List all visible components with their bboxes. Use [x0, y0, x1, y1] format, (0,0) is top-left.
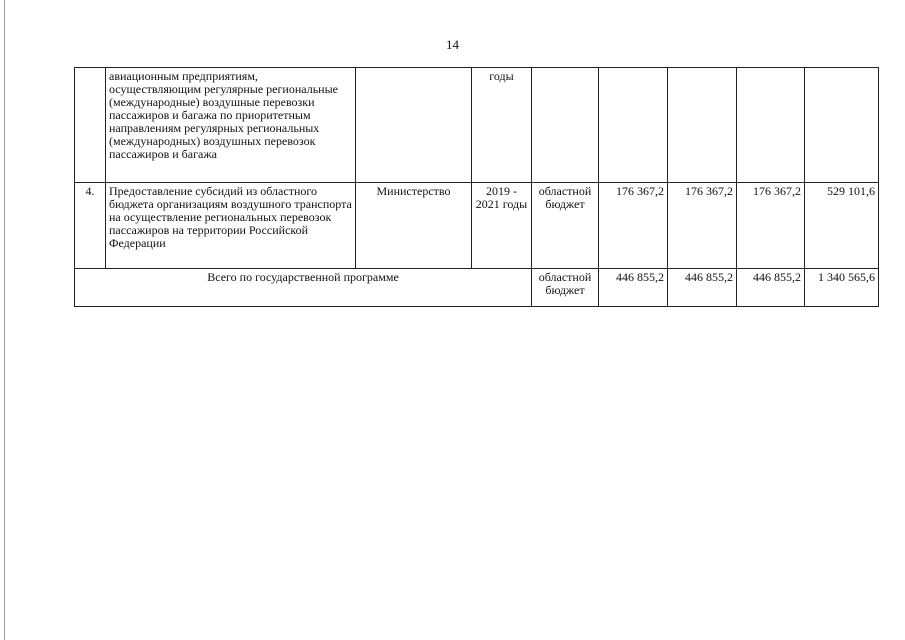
amount-year-2: 176 367,2 [668, 183, 737, 269]
total-amount-year-1: 446 855,2 [599, 269, 668, 307]
scan-edge-line [4, 0, 5, 640]
row-number: 4. [75, 183, 106, 269]
activity-description: авиационным предприятиям, осуществляющим регулярные региональные (международные) воздушные перевозки пассажиров и багажа по приоритетным направлениям регулярных региональных (международных) воздушных перевозок пассажиров и багажа [106, 68, 356, 183]
funding-source: областной бюджет [532, 183, 599, 269]
amount-year-3 [737, 68, 805, 183]
activity-description: Предоставление субсидий из областного бюджета организациям воздушного транспорта на осуществление региональных перевозок пассажиров на территории Российской Федерации [106, 183, 356, 269]
row-number [75, 68, 106, 183]
amount-total [805, 68, 879, 183]
total-row [75, 269, 879, 307]
executor [356, 68, 472, 183]
program-budget-table [74, 67, 879, 307]
period: годы [472, 68, 532, 183]
funding-source [532, 68, 599, 183]
total-amount-year-3: 446 855,2 [737, 269, 805, 307]
executor: Министерство [356, 183, 472, 269]
amount-year-3: 176 367,2 [737, 183, 805, 269]
table-row [75, 183, 879, 269]
total-label: Всего по государственной программе [75, 269, 532, 307]
period: 2019 - 2021 годы [472, 183, 532, 269]
amount-year-1: 176 367,2 [599, 183, 668, 269]
total-amount-grand: 1 340 565,6 [805, 269, 879, 307]
amount-year-1 [599, 68, 668, 183]
amount-total: 529 101,6 [805, 183, 879, 269]
funding-source: областной бюджет [532, 269, 599, 307]
table-row [75, 68, 879, 183]
amount-year-2 [668, 68, 737, 183]
total-amount-year-2: 446 855,2 [668, 269, 737, 307]
page-number: 14 [446, 37, 459, 52]
